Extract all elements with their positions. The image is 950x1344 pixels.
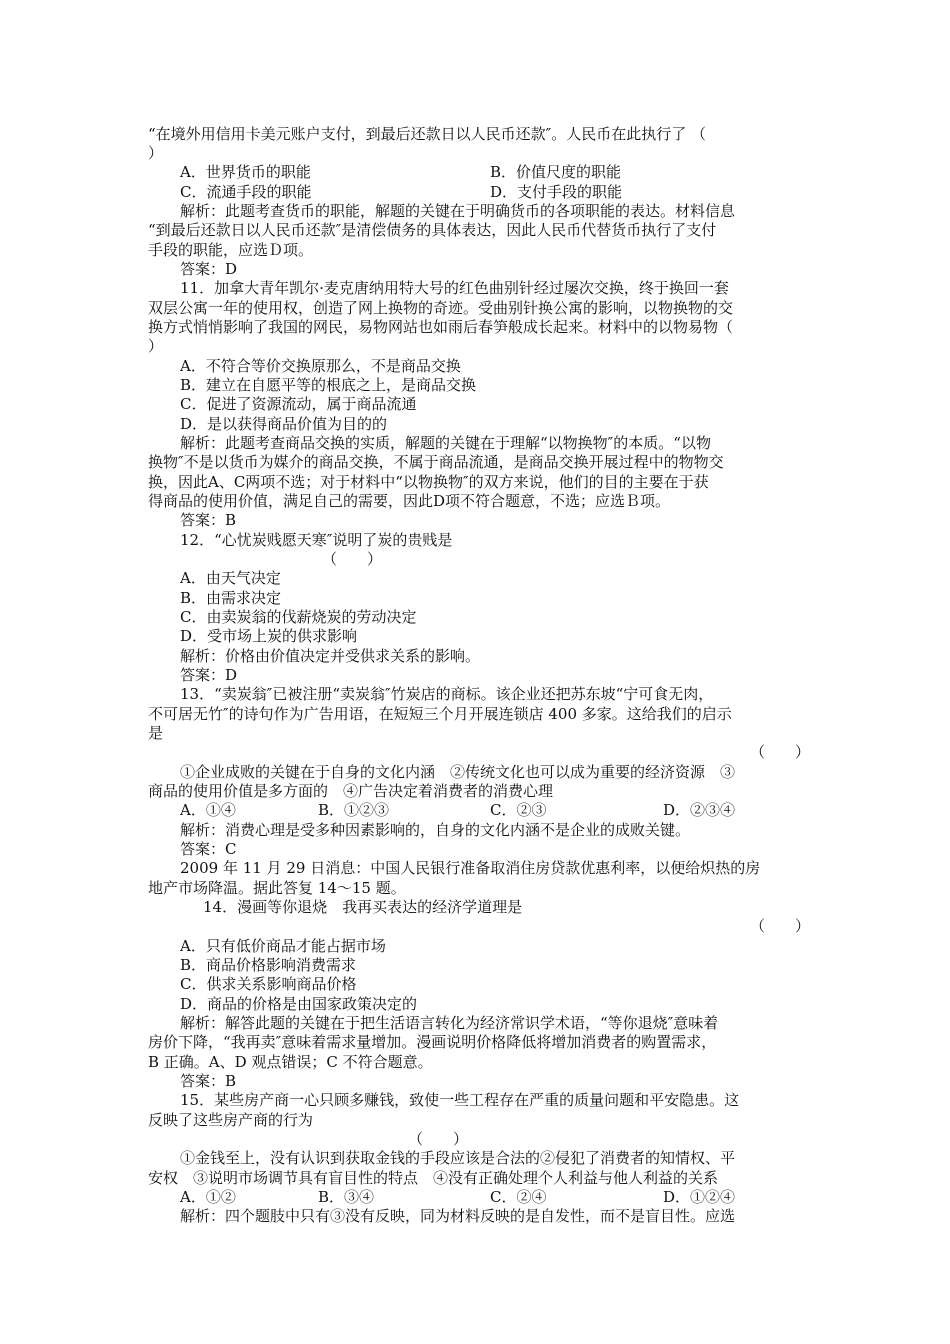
q11-answer: 答案：B — [180, 511, 237, 529]
q14-option-a: A．只有低价商品才能占据市场 — [180, 937, 386, 955]
q12-stem: 12．“心忧炭贱愿天寒″说明了炭的贵贱是 — [180, 531, 453, 549]
q13-stem-line-3: 是 — [148, 724, 164, 742]
q10-answer: 答案：D — [180, 260, 238, 278]
q12-analysis: 解析：价格由价值决定并受供求关系的影响。 — [180, 647, 481, 665]
q12-option-b: B．由需求决定 — [180, 589, 282, 607]
q14-stem: 14．漫画等你退烧 我再买表达的经济学道理是 — [203, 898, 523, 916]
q12-answer: 答案：D — [180, 666, 238, 684]
q11-analysis-line-1: 解析：此题考查商品交换的实质，解题的关键在于理解“以物换物″的本质。“以物 — [180, 434, 711, 452]
q11-analysis-line-3: 换，因此A、C两项不选；对于材料中“以物换物″的双方来说，他们的目的主要在于获 — [148, 473, 709, 491]
q13-option-a: A．①④ — [180, 801, 236, 819]
q11-stem-line-1: 11．加拿大青年凯尔·麦克唐纳用特大号的红色曲别针经过屡次交换，终于换回一套 — [180, 279, 729, 297]
q15-option-d: D．①②④ — [663, 1188, 736, 1206]
q11-stem-line-3: 换方式悄悄影响了我国的网民，易物网站也如雨后春笋般成长起来。材料中的以物易物（ — [148, 318, 734, 336]
q11-stem-line-2: 双层公寓一年的使用权，创造了网上换物的奇迹。受曲别针换公寓的影响，以物换物的交 — [148, 299, 734, 317]
q14-analysis-line-2: 房价下降，“我再卖″意味着需求量增加。漫画说明价格降低将增加消费者的购置需求， — [148, 1033, 717, 1051]
q14-option-d: D．商品的价格是由国家政策决定的 — [180, 995, 418, 1013]
q14-option-b: B．商品价格影响消费需求 — [180, 956, 357, 974]
q11-option-a: A．不符合等价交换原那么，不是商品交换 — [180, 357, 461, 375]
q15-stem-line-1: 15．某些房产商一心只顾多赚钱，致使一些工程存在严重的质量问题和平安隐患。这 — [180, 1091, 740, 1109]
q11-stem-line-4: ） — [148, 337, 164, 355]
q10-analysis-line-2: “到最后还款日以人民币还款″是清偿债务的具体表达，因此人民币代替货币执行了支付 — [148, 221, 717, 239]
q15-analysis-line-1: 解析：四个题肢中只有③没有反映，同为材料反映的是自发性，而不是盲目性。应选 — [180, 1207, 736, 1225]
q10-stem-line-2: ） — [148, 144, 164, 162]
q13-items-line-1: ①企业成败的关键在于自身的文化内涵 ②传统文化也可以成为重要的经济资源 ③ — [180, 763, 736, 781]
q14-option-c: C．供求关系影响商品价格 — [180, 975, 357, 993]
q10-option-a: A．世界货币的职能 — [180, 163, 311, 181]
q11-analysis-line-4: 得商品的使用价值，满足自己的需要，因此D项不符合题意，不选；应选Ｂ项。 — [148, 492, 671, 510]
q10-analysis-line-1: 解析：此题考查货币的职能，解题的关键在于明确货币的各项职能的表达。材料信息 — [180, 202, 736, 220]
q14-answer: 答案：B — [180, 1072, 237, 1090]
q14-analysis-line-3: B 正确。A、D 观点错误；C 不符合题意。 — [148, 1053, 433, 1071]
q14-analysis-line-1: 解析：解答此题的关键在于把生活语言转化为经济常识学术语，“等你退烧″意味着 — [180, 1014, 719, 1032]
q15-stem-line-2: 反映了这些房产商的行为 — [148, 1111, 314, 1129]
q13-answer-blank: （ ） — [750, 743, 811, 761]
q13-answer: 答案：C — [180, 840, 237, 858]
q15-option-a: A．①② — [180, 1188, 236, 1206]
q13-stem-line-2: 不可居无竹″的诗句作为广告用语，在短短三个月开展连锁店 400 多家。这给我们的启示 — [148, 705, 732, 723]
q13-stem-line-1: 13．“卖炭翁″已被注册“卖炭翁″竹炭店的商标。该企业还把苏东坡“宁可食无肉， — [180, 685, 714, 703]
q11-option-d: D．是以获得商品价值为目的的 — [180, 415, 388, 433]
q13-items-line-2: 商品的使用价值是多方面的 ④广告决定着消费者的消费心理 — [148, 782, 554, 800]
q10-option-c: C．流通手段的职能 — [180, 183, 312, 201]
q10-option-d: D．支付手段的职能 — [490, 183, 623, 201]
q15-answer-blank: （ ） — [408, 1130, 469, 1148]
q10-stem-line-1: “在境外用信用卡美元账户支付，到最后还款日以人民币还款″。人民币在此执行了 （ — [148, 125, 707, 143]
q13-option-d: D．②③④ — [663, 801, 736, 819]
q15-items-line-1: ①金钱至上，没有认识到获取金钱的手段应该是合法的②侵犯了消费者的知情权、平 — [180, 1149, 736, 1167]
q15-option-c: C．②④ — [490, 1188, 547, 1206]
q11-option-b: B．建立在自愿平等的根底之上，是商品交换 — [180, 376, 477, 394]
q10-analysis-line-3: 手段的职能，应选Ｄ项。 — [148, 241, 314, 259]
q10-option-b: B．价值尺度的职能 — [490, 163, 622, 181]
q12-option-c: C．由卖炭翁的伐薪烧炭的劳动决定 — [180, 608, 417, 626]
q14-answer-blank: （ ） — [750, 917, 811, 935]
q13-analysis: 解析：消费心理是受多种因素影响的，自身的文化内涵不是企业的成败关键。 — [180, 821, 691, 839]
q12-option-d: D．受市场上炭的供求影响 — [180, 627, 358, 645]
q13-option-c: C．②③ — [490, 801, 547, 819]
q12-answer-blank: （ ） — [322, 550, 383, 568]
q12-option-a: A．由天气决定 — [180, 569, 281, 587]
q14-15-intro-line-1: 2009 年 11 月 29 日消息：中国人民银行准备取消住房贷款优惠利率，以便给炽热的房 — [180, 859, 761, 877]
q11-analysis-line-2: 换物″不是以货币为媒介的商品交换，不属于商品流通，是商品交换开展过程中的物物交 — [148, 453, 724, 471]
q11-option-c: C．促进了资源流动，属于商品流通 — [180, 395, 417, 413]
q14-15-intro-line-2: 地产市场降温。据此答复 14～15 题。 — [148, 879, 406, 897]
q15-items-line-2: 安权 ③说明市场调节具有盲目性的特点 ④没有正确处理个人利益与他人利益的关系 — [148, 1169, 719, 1187]
q15-option-b: B．③④ — [318, 1188, 375, 1206]
q13-option-b: B．①②③ — [318, 801, 390, 819]
